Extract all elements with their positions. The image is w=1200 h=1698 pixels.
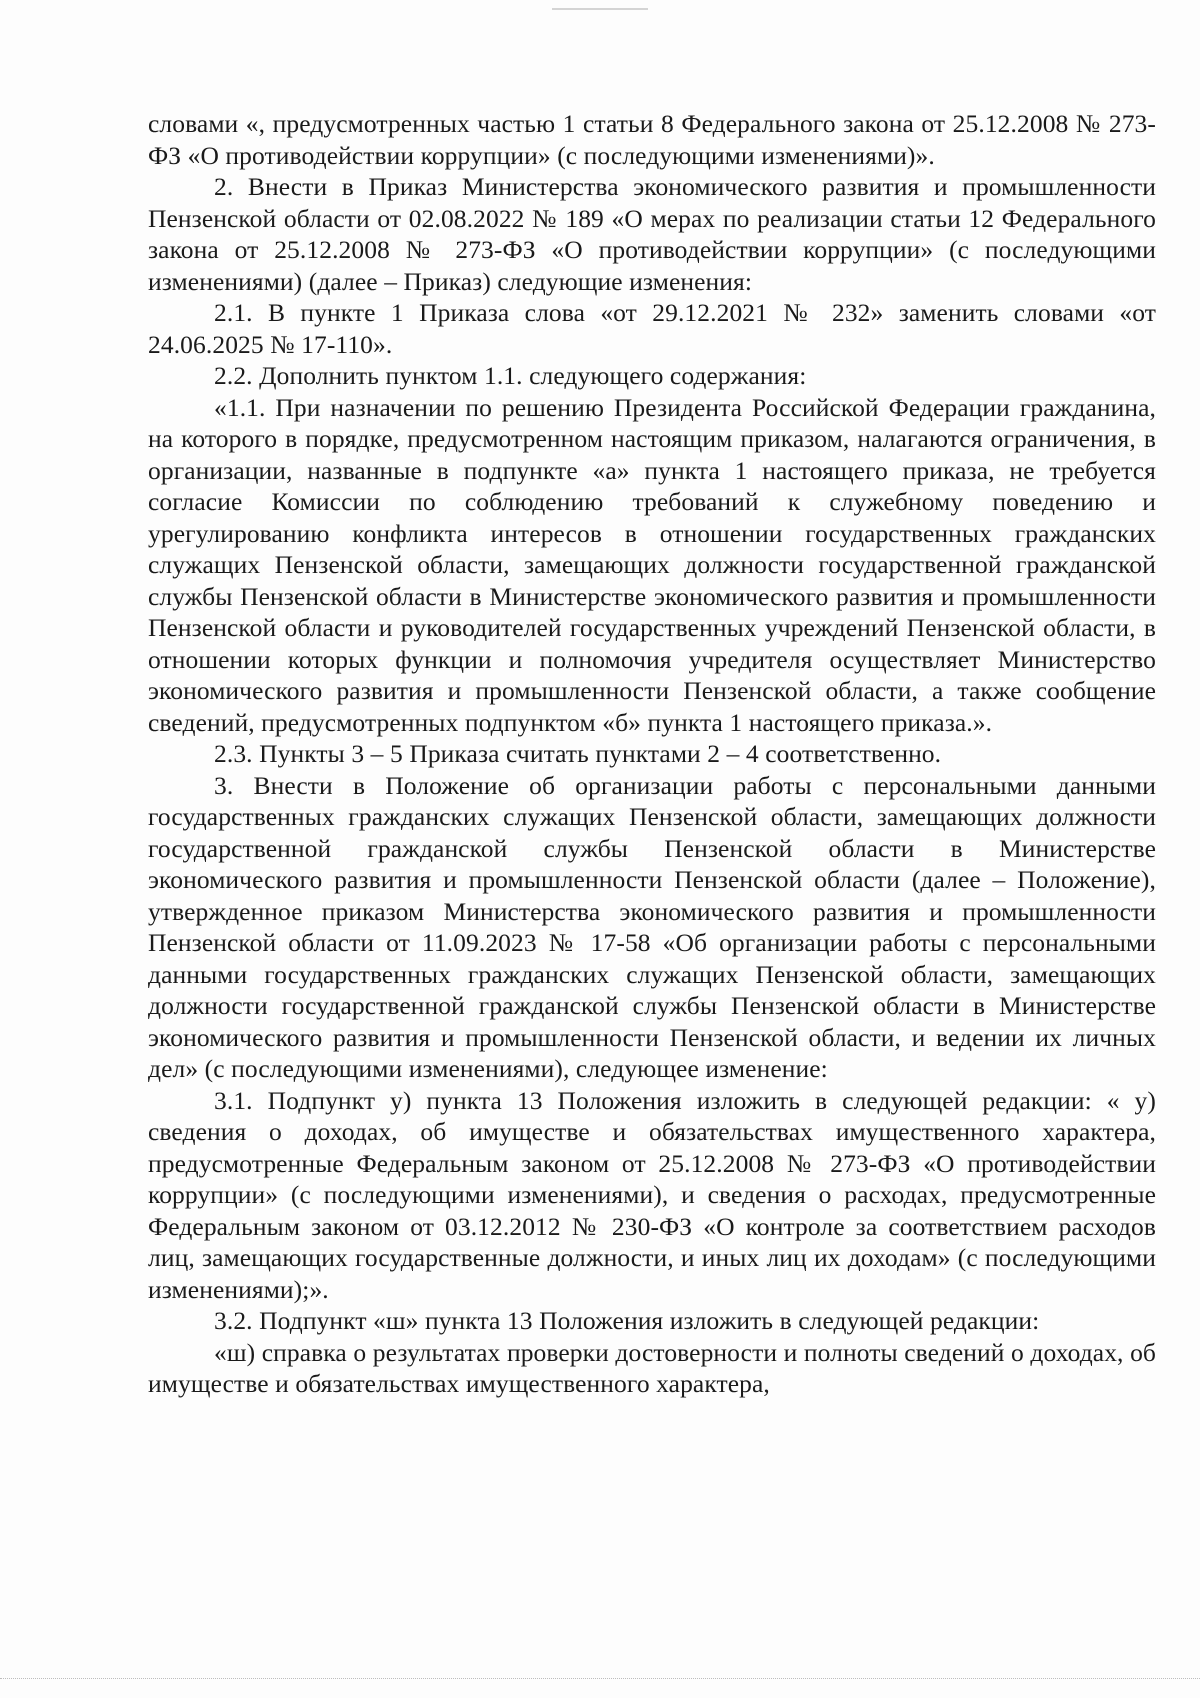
page-bottom-edge (0, 1678, 1200, 1679)
paragraph-item-3: 3. Внести в Положение об организации работы с персональными данными государственных гражданских служащих Пензенской области, замещающих должности государственной гражданской службы Пензенской области в Министерстве экономического развития и промышленности Пензенской области (далее – Положение), утвержденное приказом Министерства экономического развития и промышленности Пензенской области от 11.09.2023 № 17-58 «Об организации работы с персональными данными государственных гражданских служащих Пензенской области, замещающих должности государственной гражданской службы Пензенской области в Министерстве экономического развития и промышленности Пензенской области, и ведении их личных дел» (с последующими изменениями), следующее изменение: (148, 770, 1156, 1083)
paragraph-item-3-1: 3.1. Подпункт у) пункта 13 Положения изложить в следующей редакции: « у) сведения о доходах, об имуществе и обязательствах имущественного характера, предусмотренные Федеральным законом от 25.12.2008 № 273-ФЗ «О противодействии коррупции» (с последующими изменениями), и сведения о расходах, предусмотренные Федеральным законом от 03.12.2012 № 230-ФЗ «О контроле за соответствием расходов лиц, замещающих государственные должности, и иных лиц их доходам» (с последующими изменениями);». (148, 1085, 1156, 1304)
paragraph-item-1-1-quote: «1.1. При назначении по решению Президента Российской Федерации гражданина, на которого в порядке, предусмотренном настоящим приказом, налагаются ограничения, в организации, названные в подпункте «а» пункта 1 настоящего приказа, не требуется согласие Комиссии по соблюдению требований к служебному поведению и урегулированию конфликта интересов в отношении государственных гражданских служащих Пензенской области, замещающих должности государственной гражданской службы Пензенской области в Министерстве экономического развития и промышленности Пензенской области и руководителей государственных учреждений Пензенской области, в отношении которых функции и полномочия учредителя осуществляет Министерство экономического развития и промышленности Пензенской области, а также сообщение сведений, предусмотренных подпунктом «б» пункта 1 настоящего приказа.». (148, 392, 1156, 737)
paragraph-item-2-2: 2.2. Дополнить пунктом 1.1. следующего содержания: (214, 361, 807, 390)
scan-mark (552, 8, 648, 10)
paragraph-continuation: словами «, предусмотренных частью 1 статьи 8 Федерального закона от 25.12.2008 № 273-ФЗ «О противодействии коррупции» (с последующими изменениями)». (148, 109, 1156, 170)
paragraph-item-2: 2. Внести в Приказ Министерства экономического развития и промышленности Пензенской области от 02.08.2022 № 189 «О мерах по реализации статьи 12 Федерального закона от 25.12.2008 № 273-ФЗ «О противодействии коррупции» (с последующими изменениями) (далее – Приказ) следующие изменения: (148, 172, 1156, 296)
paragraph-item-sh-quote: «ш) справка о результатах проверки достоверности и полноты сведений о доходах, об имуществе и обязательствах имущественного характера, (148, 1337, 1156, 1398)
paragraph-item-2-1: 2.1. В пункте 1 Приказа слова «от 29.12.2021 № 232» заменить словами «от 24.06.2025 № 17-110». (148, 298, 1156, 359)
paragraph-item-2-3: 2.3. Пункты 3 – 5 Приказа считать пунктами 2 – 4 соответственно. (214, 739, 942, 768)
paragraph-item-3-2: 3.2. Подпункт «ш» пункта 13 Положения изложить в следующей редакции: (214, 1306, 1040, 1335)
document-body (148, 108, 1156, 1400)
